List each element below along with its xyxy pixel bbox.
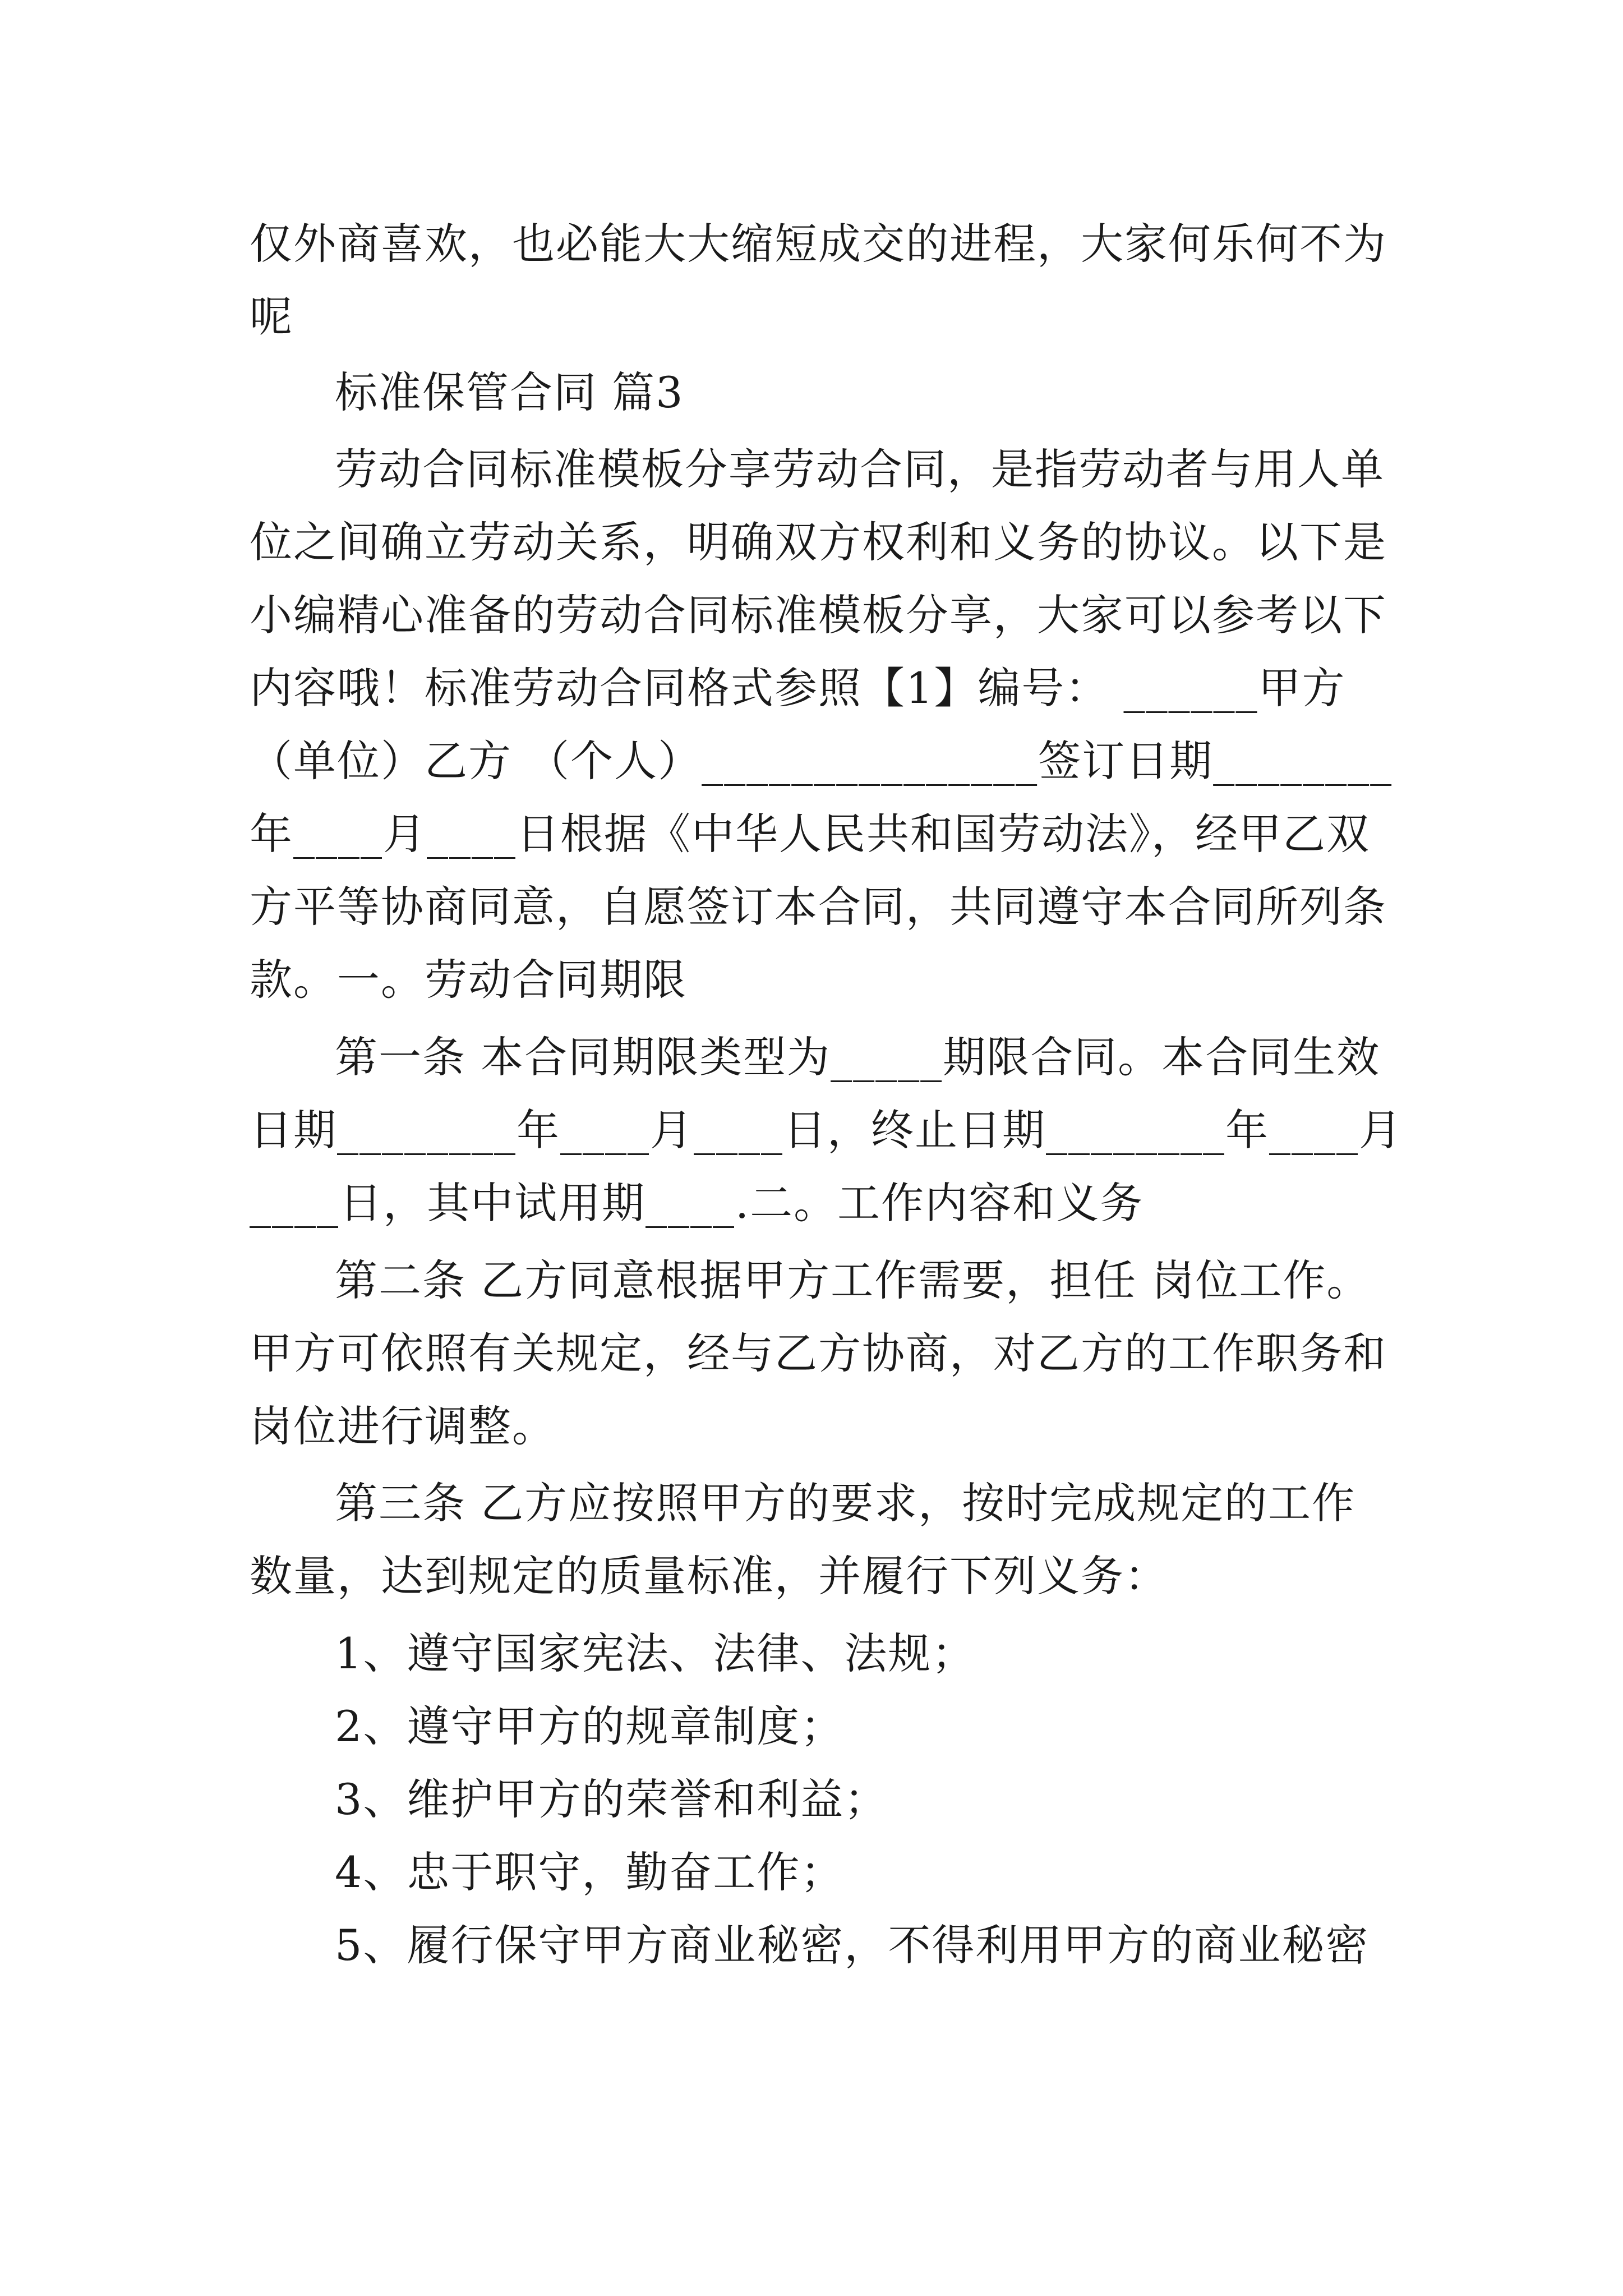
text-line: 内容哦！标准劳动合同格式参照【1】编号： ______甲方 bbox=[250, 663, 1346, 713]
text-line: 第三条 乙方应按照甲方的要求，按时完成规定的工作 bbox=[335, 1478, 1356, 1528]
text-line: 呢 bbox=[250, 292, 293, 342]
section-heading: 标准保管合同 篇3 bbox=[335, 367, 684, 417]
text-line: 第二条 乙方同意根据甲方工作需要，担任 岗位工作。 bbox=[335, 1255, 1371, 1305]
text-line: 位之间确立劳动关系，明确双方权利和义务的协议。以下是 bbox=[250, 517, 1387, 567]
text-line: ____日，其中试用期____.二。工作内容和义务 bbox=[250, 1178, 1144, 1228]
list-item: 3、维护甲方的荣誉和利益； bbox=[335, 1774, 888, 1824]
text-line: 小编精心准备的劳动合同标准模板分享，大家可以参考以下 bbox=[250, 590, 1387, 640]
text-line: 仅外商喜欢，也必能大大缩短成交的进程，大家何乐何不为 bbox=[250, 219, 1387, 269]
text-line: 款。一。劳动合同期限 bbox=[250, 955, 687, 1005]
text-line: （单位）乙方 （个人）_______________签订日期________ bbox=[250, 736, 1393, 786]
list-item: 1、遵守国家宪法、法律、法规； bbox=[335, 1628, 976, 1678]
list-item: 2、遵守甲方的规章制度； bbox=[335, 1701, 845, 1751]
text-line: 年____月____日根据《中华人民共和国劳动法》，经甲乙双 bbox=[250, 809, 1370, 859]
text-line: 劳动合同标准模板分享劳动合同，是指劳动者与用人单 bbox=[335, 444, 1385, 494]
list-item: 4、忠于职守，勤奋工作； bbox=[335, 1847, 845, 1897]
text-line: 岗位进行调整。 bbox=[250, 1401, 556, 1451]
text-line: 方平等协商同意，自愿签订本合同，共同遵守本合同所列条 bbox=[250, 882, 1387, 932]
text-line: 甲方可依照有关规定，经与乙方协商，对乙方的工作职务和 bbox=[250, 1328, 1387, 1378]
list-item: 5、履行保守甲方商业秘密，不得利用甲方的商业秘密 bbox=[335, 1920, 1370, 1970]
text-line: 日期________年____月____日，终止日期________年____月 bbox=[250, 1105, 1403, 1155]
text-line: 数量，达到规定的质量标准，并履行下列义务： bbox=[250, 1551, 1168, 1601]
text-line: 第一条 本合同期限类型为_____期限合同。本合同生效 bbox=[335, 1032, 1381, 1082]
